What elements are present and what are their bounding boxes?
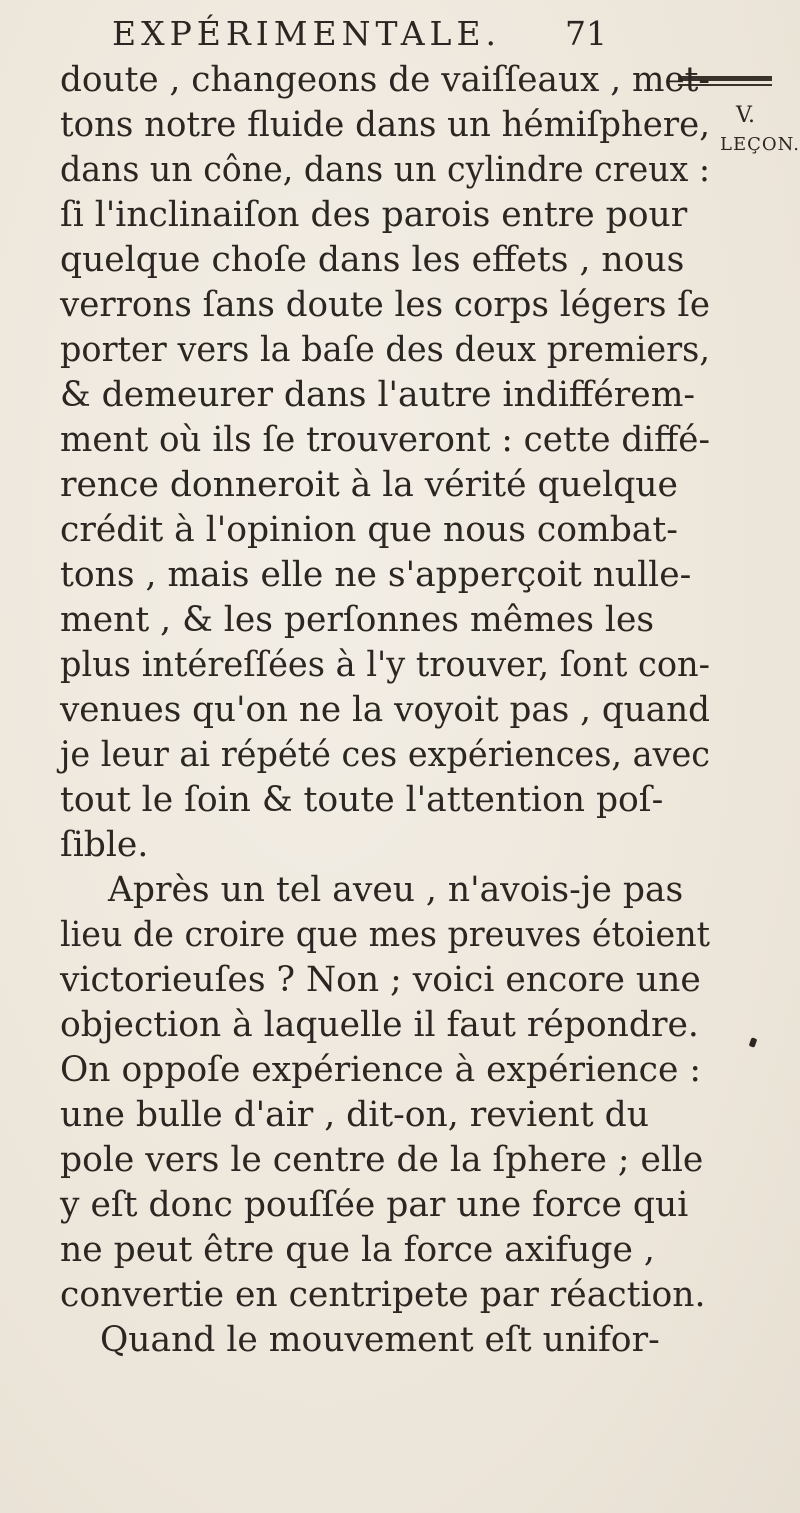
text-line: lieu de croire que mes preuves étoient	[60, 915, 710, 955]
text-line: doute , changeons de vaiſſeaux , met-	[60, 60, 710, 100]
text-line: y eſt donc pouſſée par une force qui	[60, 1185, 689, 1225]
text-line: objection à laquelle il faut répondre.	[60, 1005, 699, 1045]
text-line: On oppoſe expérience à expérience :	[60, 1050, 701, 1090]
text-line: tons , mais elle ne s'apperçoit nulle-	[60, 555, 692, 595]
text-line: porter vers la baſe des deux premiers,	[60, 330, 710, 370]
text-line: plus intéreſſées à l'y trouver, ſont con-	[60, 645, 710, 685]
margin-note-lecon: LEÇON.	[720, 134, 800, 155]
text-line: victorieuſes ? Non ; voici encore une	[60, 960, 701, 1000]
text-line: une bulle d'air , dit-on, revient du	[60, 1095, 649, 1135]
body-text	[60, 58, 710, 1363]
running-head	[112, 14, 632, 58]
paragraph-start-line: Après un tel aveu , n'avois-je pas	[108, 870, 684, 910]
text-line: dans un cône, dans un cylindre creux :	[60, 150, 710, 190]
text-line: ne peut être que la force axifuge ,	[60, 1230, 655, 1270]
margin-note-number: V.	[736, 103, 756, 128]
text-line: je leur ai répété ces expériences, avec	[60, 735, 710, 775]
page-number: 71	[565, 14, 607, 53]
text-line: ſi l'inclinaiſon des parois entre pour	[60, 195, 688, 235]
text-line: tons notre fluide dans un hémiſphere,	[60, 105, 710, 145]
text-line: verrons ſans doute les corps légers ſe	[60, 285, 710, 325]
text-line: crédit à l'opinion que nous combat-	[60, 510, 678, 550]
text-line: ment , & les perſonnes mêmes les	[60, 600, 655, 640]
text-line: pole vers le centre de la ſphere ; elle	[60, 1140, 704, 1180]
text-line: convertie en centripete par réaction.	[60, 1275, 706, 1315]
text-line: & demeurer dans l'autre indifférem-	[60, 375, 696, 415]
running-head-title: EXPÉRIMENTALE.	[112, 14, 502, 53]
ink-mark	[749, 1037, 758, 1048]
text-line: tout le ſoin & toute l'attention poſ-	[60, 780, 664, 820]
paragraph-start-line: Quand le mouvement eſt unifor-	[100, 1320, 660, 1360]
text-line: ment où ils ſe trouveront : cette diffé-	[60, 420, 710, 460]
text-line: quelque choſe dans les effets , nous	[60, 240, 685, 280]
text-line: venues qu'on ne la voyoit pas , quand	[60, 690, 710, 730]
text-line: ſible.	[60, 825, 149, 865]
text-line: rence donneroit à la vérité quelque	[60, 465, 678, 505]
